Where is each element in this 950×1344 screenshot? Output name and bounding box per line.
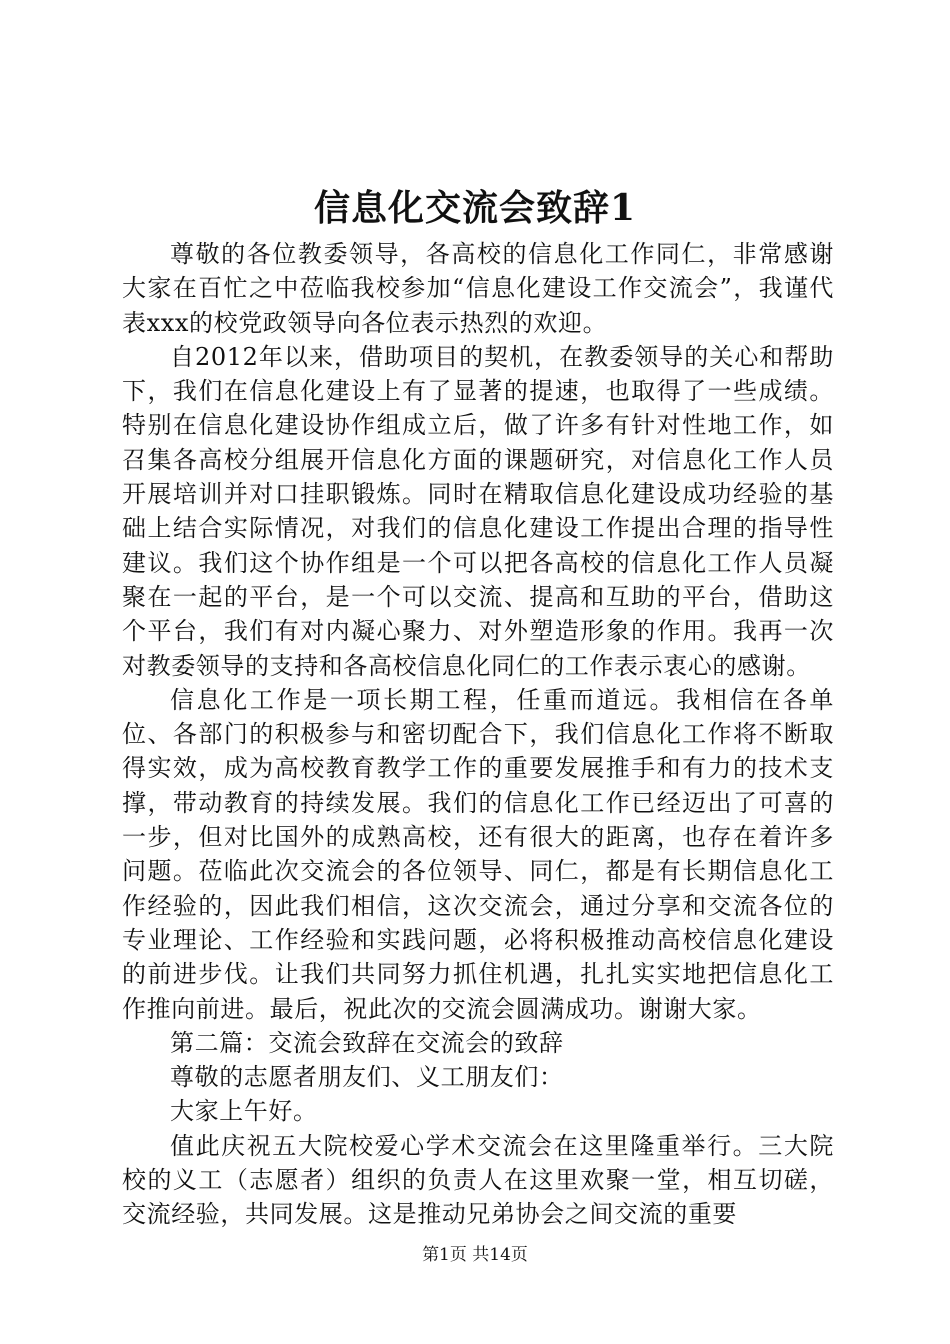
salutation: 尊敬的志愿者朋友们、义工朋友们： bbox=[170, 1063, 564, 1092]
paragraph: 值此庆祝五大院校爱心学术交流会在这里隆重举行。三大院校的义工（志愿者）组织的负责人在这里欢聚一堂，相互切磋，交流经验，共同发展。这是推动兄弟协会之间交流的重要 bbox=[122, 1131, 834, 1229]
paragraph: 信息化工作是一项长期工程，任重而道远。我相信在各单位、各部门的积极参与和密切配合下，我们信息化工作将不断取得实效，成为高校教育教学工作的重要发展推手和有力的技术支撑，带动教育的持续发展。我们的信息化工作已经迈出了可喜的一步，但对比国外的成熟高校，还有很大的距离，也存在着许多问题。莅临此次交流会的各位领导、同仁，都是有长期信息化工作经验的，因此我们相信，这次交流会，通过分享和交流各位的专业理论、工作经验和实践问题，必将积极推动高校信息化建设的前进步伐。让我们共同努力抓住机遇，扎扎实实地把信息化工作推向前进。最后，祝此次的交流会圆满成功。谢谢大家。 bbox=[122, 685, 834, 1023]
section-heading: 第二篇：交流会致辞在交流会的致辞 bbox=[170, 1028, 564, 1057]
greeting: 大家上午好。 bbox=[170, 1097, 318, 1126]
document-body bbox=[122, 237, 834, 1232]
paragraph: 尊敬的各位教委领导，各高校的信息化工作同仁，非常感谢大家在百忙之中莅临我校参加“信息化建设工作交流会”，我谨代表xxx的校党政领导向各位表示热烈的欢迎。 bbox=[122, 240, 834, 337]
document-title: 信息化交流会致辞1 bbox=[313, 187, 637, 229]
page-number-footer: 第1页 共14页 bbox=[422, 1245, 528, 1265]
paragraph: 自2012年以来，借助项目的契机，在教委领导的关心和帮助下，我们在信息化建设上有了显著的提速，也取得了一些成绩。特别在信息化建设协作组成立后，做了许多有针对性地工作，如召集各高校分组展开信息化方面的课题研究，对信息化工作人员开展培训并对口挂职锻炼。同时在精取信息化建设成功经验的基础上结合实际情况，对我们的信息化建设工作提出合理的指导性建议。我们这个协作组是一个可以把各高校的信息化工作人员凝聚在一起的平台，是一个可以交流、提高和互助的平台，借助这个平台，我们有对内凝心聚力、对外塑造形象的作用。我再一次对教委领导的支持和各高校信息化同仁的工作表示衷心的感谢。 bbox=[122, 342, 834, 680]
